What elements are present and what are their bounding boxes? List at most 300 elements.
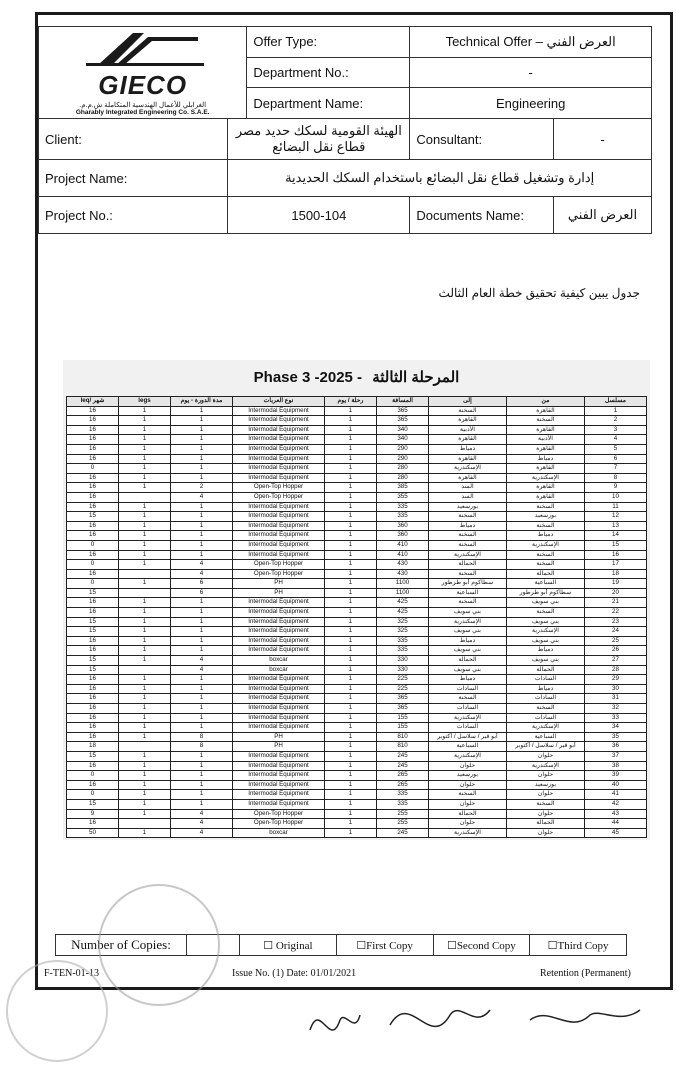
table-cell: 23 bbox=[585, 617, 647, 627]
table-cell: 1 bbox=[171, 550, 233, 560]
table-cell: بورسعيد bbox=[429, 502, 507, 512]
table-cell: 4 bbox=[171, 560, 233, 570]
table-cell: 0 bbox=[67, 790, 119, 800]
table-cell: 1 bbox=[119, 713, 171, 723]
table-cell: 1 bbox=[171, 454, 233, 464]
table-cell: 43 bbox=[585, 809, 647, 819]
client-value bbox=[228, 119, 410, 160]
table-cell: 0 bbox=[67, 464, 119, 474]
table-cell: Intermodal Equipment bbox=[233, 531, 325, 541]
client-value-line2: قطاع نقل البضائع bbox=[272, 139, 366, 154]
table-cell: 1 bbox=[325, 598, 377, 608]
table-cell: 365 bbox=[377, 406, 429, 416]
table-cell: PH bbox=[233, 742, 325, 752]
document-header bbox=[38, 26, 652, 234]
table-cell: 1 bbox=[171, 675, 233, 685]
project-name-value: إدارة وتشغيل قطاع نقل البضائع باستخدام السكك الحديدية bbox=[228, 160, 652, 197]
table-cell: 16 bbox=[67, 473, 119, 483]
table-cell: 255 bbox=[377, 809, 429, 819]
table-cell: 225 bbox=[377, 675, 429, 685]
table-cell: القاهرة bbox=[507, 444, 585, 454]
table-cell: دمياط bbox=[429, 444, 507, 454]
table-cell: 1 bbox=[119, 473, 171, 483]
client-label: Client: bbox=[39, 119, 228, 160]
table-cell: 155 bbox=[377, 713, 429, 723]
table-cell: 1100 bbox=[377, 579, 429, 589]
table-cell: الحمالة bbox=[507, 819, 585, 829]
table-row bbox=[67, 473, 647, 483]
table-cell: 1 bbox=[171, 799, 233, 809]
table-cell: Intermodal Equipment bbox=[233, 617, 325, 627]
table-cell: 13 bbox=[585, 521, 647, 531]
table-cell: 41 bbox=[585, 790, 647, 800]
table-cell: 37 bbox=[585, 751, 647, 761]
table-cell: Intermodal Equipment bbox=[233, 406, 325, 416]
table-cell: 1 bbox=[325, 732, 377, 742]
table-cell: 1 bbox=[119, 406, 171, 416]
table-cell: 8 bbox=[585, 473, 647, 483]
table-cell: القاهرة bbox=[507, 492, 585, 502]
table-cell: 1 bbox=[171, 713, 233, 723]
table-cell: الإسكندرية bbox=[507, 723, 585, 733]
table-cell: 0 bbox=[67, 560, 119, 570]
table-cell: 1 bbox=[325, 569, 377, 579]
table-cell: 1 bbox=[119, 416, 171, 426]
table-cell: السخنة bbox=[429, 694, 507, 704]
table-cell: 16 bbox=[67, 425, 119, 435]
table-cell: 1 bbox=[325, 502, 377, 512]
table-cell: بني سويف bbox=[429, 665, 507, 675]
table-cell: Intermodal Equipment bbox=[233, 608, 325, 618]
table-cell: السخنة bbox=[429, 790, 507, 800]
table-cell: 6 bbox=[585, 454, 647, 464]
table-cell: 1 bbox=[171, 684, 233, 694]
table-cell: الحمالة bbox=[507, 665, 585, 675]
table-row bbox=[67, 704, 647, 714]
phase-data-table bbox=[66, 396, 647, 838]
table-cell: 1 bbox=[325, 656, 377, 666]
table-cell: 33 bbox=[585, 713, 647, 723]
table-cell: 1 bbox=[325, 473, 377, 483]
table-cell: السادات bbox=[429, 704, 507, 714]
table-cell: حلوان bbox=[429, 761, 507, 771]
table-cell: 16 bbox=[67, 713, 119, 723]
table-cell: 29 bbox=[585, 675, 647, 685]
table-cell: 1 bbox=[171, 502, 233, 512]
table-cell: 1 bbox=[325, 790, 377, 800]
table-cell: السادات bbox=[507, 694, 585, 704]
table-row bbox=[67, 665, 647, 675]
table-cell: Intermodal Equipment bbox=[233, 473, 325, 483]
table-cell: 1 bbox=[171, 435, 233, 445]
table-cell: 1 bbox=[119, 761, 171, 771]
table-cell: 1 bbox=[325, 588, 377, 598]
table-cell: 1 bbox=[119, 444, 171, 454]
table-cell: boxcar bbox=[233, 656, 325, 666]
table-cell: 16 bbox=[67, 406, 119, 416]
table-cell: 1 bbox=[171, 723, 233, 733]
table-cell: PH bbox=[233, 588, 325, 598]
table-row bbox=[67, 512, 647, 522]
table-cell: 16 bbox=[67, 569, 119, 579]
table-cell: 40 bbox=[585, 780, 647, 790]
table-row bbox=[67, 588, 647, 598]
table-cell: Intermodal Equipment bbox=[233, 646, 325, 656]
table-cell: السد bbox=[429, 492, 507, 502]
table-cell bbox=[119, 742, 171, 752]
copy-original-option[interactable]: ☐ Original bbox=[240, 935, 337, 955]
project-no-label: Project No.: bbox=[39, 197, 228, 234]
table-cell: 16 bbox=[67, 780, 119, 790]
table-row bbox=[67, 790, 647, 800]
table-cell bbox=[119, 665, 171, 675]
table-cell: السخنة bbox=[429, 598, 507, 608]
table-row bbox=[67, 819, 647, 829]
table-cell: القاهرة bbox=[507, 483, 585, 493]
table-cell: Intermodal Equipment bbox=[233, 627, 325, 637]
table-cell: 7 bbox=[585, 464, 647, 474]
table-cell: 1 bbox=[119, 454, 171, 464]
table-row bbox=[67, 723, 647, 733]
table-cell: 31 bbox=[585, 694, 647, 704]
copies-label: Number of Copies: bbox=[56, 935, 187, 955]
table-cell: 425 bbox=[377, 608, 429, 618]
table-cell: الإسكندرية bbox=[507, 473, 585, 483]
table-cell: 16 bbox=[67, 819, 119, 829]
table-cell: 340 bbox=[377, 425, 429, 435]
table-cell: 18 bbox=[67, 742, 119, 752]
table-cell: السادات bbox=[507, 713, 585, 723]
table-cell: 330 bbox=[377, 665, 429, 675]
signature-1 bbox=[310, 1015, 360, 1030]
table-cell: 1 bbox=[119, 521, 171, 531]
table-cell: 15 bbox=[67, 588, 119, 598]
table-cell: بني سويف bbox=[429, 646, 507, 656]
table-cell: 1 bbox=[119, 684, 171, 694]
table-cell: 24 bbox=[585, 627, 647, 637]
table-row bbox=[67, 608, 647, 618]
form-code: F-TEN-01-13 bbox=[44, 968, 99, 979]
table-cell: Intermodal Equipment bbox=[233, 502, 325, 512]
table-cell: القاهرة bbox=[507, 425, 585, 435]
table-row bbox=[67, 684, 647, 694]
table-cell: 10 bbox=[585, 492, 647, 502]
government-seal-stamp bbox=[6, 960, 108, 1062]
table-cell: 1 bbox=[171, 646, 233, 656]
table-cell: 1 bbox=[325, 819, 377, 829]
table-cell: 8 bbox=[171, 742, 233, 752]
copy-third-option[interactable]: ☐Third Copy bbox=[547, 939, 609, 952]
documents-name-label: Documents Name: bbox=[410, 197, 554, 234]
table-cell: 1 bbox=[119, 799, 171, 809]
table-cell: 245 bbox=[377, 751, 429, 761]
table-cell: 365 bbox=[377, 416, 429, 426]
table-cell: 335 bbox=[377, 502, 429, 512]
client-value-line1: الهيئة القومية لسكك حديد مصر bbox=[235, 123, 402, 138]
table-cell: القاهرة bbox=[507, 464, 585, 474]
table-cell: السد bbox=[429, 483, 507, 493]
table-cell: حلوان bbox=[507, 771, 585, 781]
table-cell: 1 bbox=[119, 560, 171, 570]
table-cell: 1 bbox=[119, 464, 171, 474]
table-cell: 1 bbox=[325, 675, 377, 685]
column-header: إلى bbox=[429, 397, 507, 407]
table-cell: 21 bbox=[585, 598, 647, 608]
table-cell: 425 bbox=[377, 598, 429, 608]
table-cell: 4 bbox=[171, 656, 233, 666]
table-cell: Intermodal Equipment bbox=[233, 713, 325, 723]
table-row bbox=[67, 492, 647, 502]
table-cell: 1 bbox=[171, 406, 233, 416]
table-cell: 335 bbox=[377, 646, 429, 656]
table-cell: القاهرة bbox=[429, 435, 507, 445]
table-row bbox=[67, 425, 647, 435]
table-cell: 1 bbox=[325, 723, 377, 733]
table-row bbox=[67, 761, 647, 771]
table-cell: 1 bbox=[325, 435, 377, 445]
table-cell: Intermodal Equipment bbox=[233, 780, 325, 790]
table-row bbox=[67, 579, 647, 589]
table-cell: 1 bbox=[171, 780, 233, 790]
table-row bbox=[67, 617, 647, 627]
table-cell: 1 bbox=[171, 636, 233, 646]
table-cell: 15 bbox=[67, 656, 119, 666]
table-cell: القاهرة bbox=[429, 473, 507, 483]
table-cell: Intermodal Equipment bbox=[233, 790, 325, 800]
table-cell: 19 bbox=[585, 579, 647, 589]
table-cell: 1 bbox=[171, 512, 233, 522]
table-cell: 16 bbox=[67, 416, 119, 426]
table-cell: السادات bbox=[507, 675, 585, 685]
table-cell: 16 bbox=[67, 492, 119, 502]
table-cell: 1 bbox=[119, 617, 171, 627]
table-cell: الإسكندرية bbox=[429, 751, 507, 761]
table-cell: 430 bbox=[377, 569, 429, 579]
table-cell: 16 bbox=[67, 704, 119, 714]
table-cell: 810 bbox=[377, 732, 429, 742]
table-cell: 4 bbox=[171, 569, 233, 579]
table-cell: 1 bbox=[171, 531, 233, 541]
table-cell: 4 bbox=[171, 819, 233, 829]
table-cell: 30 bbox=[585, 684, 647, 694]
table-cell: 16 bbox=[67, 454, 119, 464]
table-cell: بورسعيد bbox=[507, 780, 585, 790]
table-cell: السخنة bbox=[507, 416, 585, 426]
table-cell: 1 bbox=[325, 636, 377, 646]
table-cell: 16 bbox=[67, 531, 119, 541]
table-cell: السخنة bbox=[507, 502, 585, 512]
table-cell: Open-Top Hopper bbox=[233, 560, 325, 570]
table-cell: 410 bbox=[377, 540, 429, 550]
table-cell: حلوان bbox=[507, 828, 585, 838]
table-row bbox=[67, 675, 647, 685]
table-cell: 16 bbox=[67, 608, 119, 618]
table-cell: 4 bbox=[171, 809, 233, 819]
copy-first-option[interactable]: ☐First Copy bbox=[337, 935, 434, 955]
table-cell: 1 bbox=[119, 579, 171, 589]
table-cell: 15 bbox=[67, 512, 119, 522]
table-cell: 0 bbox=[67, 579, 119, 589]
table-cell: 34 bbox=[585, 723, 647, 733]
offer-type-value: Technical Offer – العرض الفني bbox=[410, 27, 652, 58]
table-row bbox=[67, 521, 647, 531]
table-cell: 8 bbox=[171, 732, 233, 742]
table-cell: 4 bbox=[171, 492, 233, 502]
table-cell: 16 bbox=[67, 435, 119, 445]
column-header: legs bbox=[119, 397, 171, 407]
table-cell: 430 bbox=[377, 560, 429, 570]
table-cell: 1 bbox=[325, 560, 377, 570]
table-cell: بني سويف bbox=[507, 636, 585, 646]
table-cell: 38 bbox=[585, 761, 647, 771]
table-cell: 16 bbox=[67, 646, 119, 656]
copy-second-option[interactable]: ☐Second Copy bbox=[434, 935, 531, 955]
table-cell: 1 bbox=[119, 771, 171, 781]
table-cell: السخنة bbox=[429, 540, 507, 550]
table-cell: 17 bbox=[585, 560, 647, 570]
table-row bbox=[67, 550, 647, 560]
company-seal-stamp bbox=[98, 884, 220, 1006]
table-cell: 42 bbox=[585, 799, 647, 809]
table-cell: 1 bbox=[119, 732, 171, 742]
table-cell: 27 bbox=[585, 656, 647, 666]
table-cell: 280 bbox=[377, 473, 429, 483]
table-cell: 1 bbox=[325, 646, 377, 656]
consultant-value: - bbox=[554, 119, 652, 160]
table-row bbox=[67, 656, 647, 666]
table-cell: 290 bbox=[377, 454, 429, 464]
table-cell: 1 bbox=[119, 531, 171, 541]
column-header: رحلة / يوم bbox=[325, 397, 377, 407]
table-row bbox=[67, 444, 647, 454]
table-cell: 1 bbox=[171, 416, 233, 426]
table-header-row bbox=[67, 397, 647, 407]
table-cell: 1 bbox=[325, 742, 377, 752]
table-cell: 1 bbox=[325, 483, 377, 493]
table-cell: 1 bbox=[119, 704, 171, 714]
table-cell: 1 bbox=[119, 751, 171, 761]
table-cell: 16 bbox=[67, 723, 119, 733]
table-cell: دمياط bbox=[429, 521, 507, 531]
table-cell: 265 bbox=[377, 780, 429, 790]
table-cell: 0 bbox=[67, 771, 119, 781]
table-cell: 360 bbox=[377, 521, 429, 531]
table-cell: القاهرة bbox=[507, 406, 585, 416]
table-cell: 16 bbox=[67, 684, 119, 694]
table-cell: الحمالة bbox=[507, 569, 585, 579]
table-cell: السادات bbox=[429, 723, 507, 733]
table-cell: 1 bbox=[325, 444, 377, 454]
table-cell: PH bbox=[233, 579, 325, 589]
table-cell: Intermodal Equipment bbox=[233, 425, 325, 435]
table-cell: الإسكندرية bbox=[429, 464, 507, 474]
table-cell: Open-Top Hopper bbox=[233, 483, 325, 493]
table-cell: الإسكندرية bbox=[429, 550, 507, 560]
table-cell: 1 bbox=[119, 828, 171, 838]
table-cell: 1 bbox=[325, 761, 377, 771]
table-cell: الإسكندرية bbox=[429, 828, 507, 838]
table-cell: 1 bbox=[119, 608, 171, 618]
table-cell: 1 bbox=[119, 646, 171, 656]
table-cell: 1 bbox=[325, 454, 377, 464]
table-cell: Intermodal Equipment bbox=[233, 771, 325, 781]
phase-table-panel bbox=[63, 360, 650, 840]
table-cell: 16 bbox=[67, 598, 119, 608]
table-cell: Intermodal Equipment bbox=[233, 799, 325, 809]
table-cell: السخنة bbox=[507, 560, 585, 570]
table-cell: الإسكندرية bbox=[507, 627, 585, 637]
table-body bbox=[67, 406, 647, 838]
table-row bbox=[67, 598, 647, 608]
table-row bbox=[67, 732, 647, 742]
table-cell: 36 bbox=[585, 742, 647, 752]
offer-type-label: Offer Type: bbox=[247, 27, 410, 58]
table-cell: 4 bbox=[171, 828, 233, 838]
logo-wordmark: GIECO bbox=[98, 70, 188, 100]
table-cell: 1 bbox=[325, 617, 377, 627]
table-row bbox=[67, 464, 647, 474]
table-cell: 16 bbox=[67, 483, 119, 493]
table-cell: 9 bbox=[585, 483, 647, 493]
table-cell: بني سويف bbox=[507, 617, 585, 627]
table-cell: 1 bbox=[325, 531, 377, 541]
table-cell: Intermodal Equipment bbox=[233, 751, 325, 761]
table-cell: Open-Top Hopper bbox=[233, 569, 325, 579]
table-cell: 1 bbox=[325, 684, 377, 694]
table-cell: السباعية bbox=[507, 579, 585, 589]
table-cell: 15 bbox=[67, 799, 119, 809]
table-cell: 1 bbox=[119, 723, 171, 733]
table-cell: بني سويف bbox=[507, 598, 585, 608]
table-cell: 365 bbox=[377, 704, 429, 714]
table-row bbox=[67, 646, 647, 656]
table-cell: الحمالة bbox=[429, 656, 507, 666]
table-row bbox=[67, 780, 647, 790]
table-cell: 335 bbox=[377, 636, 429, 646]
table-cell: 1 bbox=[119, 809, 171, 819]
table-cell: 1 bbox=[585, 406, 647, 416]
table-cell: 16 bbox=[67, 521, 119, 531]
table-cell: دمياط bbox=[429, 675, 507, 685]
table-cell: السخنة bbox=[429, 406, 507, 416]
table-cell: 1 bbox=[325, 492, 377, 502]
table-cell: 1 bbox=[325, 406, 377, 416]
table-row bbox=[67, 627, 647, 637]
column-header: leq/ شهر bbox=[67, 397, 119, 407]
table-cell: Intermodal Equipment bbox=[233, 512, 325, 522]
table-cell: 50 bbox=[67, 828, 119, 838]
table-cell: 1 bbox=[325, 608, 377, 618]
table-cell: 45 bbox=[585, 828, 647, 838]
table-cell: 340 bbox=[377, 435, 429, 445]
table-cell: 0 bbox=[67, 540, 119, 550]
table-cell: 1 bbox=[325, 512, 377, 522]
table-cell: 325 bbox=[377, 617, 429, 627]
table-row bbox=[67, 406, 647, 416]
table-cell: 265 bbox=[377, 771, 429, 781]
table-cell: السخنة bbox=[429, 569, 507, 579]
project-no-value: 1500-104 bbox=[228, 197, 410, 234]
table-cell: حلوان bbox=[507, 751, 585, 761]
table-cell: 335 bbox=[377, 790, 429, 800]
table-cell: 365 bbox=[377, 694, 429, 704]
table-cell: 1 bbox=[325, 828, 377, 838]
department-name-label: Department Name: bbox=[247, 88, 410, 119]
retention-info: Retention (Permanent) bbox=[540, 968, 631, 979]
table-row bbox=[67, 771, 647, 781]
table-cell bbox=[119, 492, 171, 502]
table-cell: القاهرة bbox=[429, 454, 507, 464]
